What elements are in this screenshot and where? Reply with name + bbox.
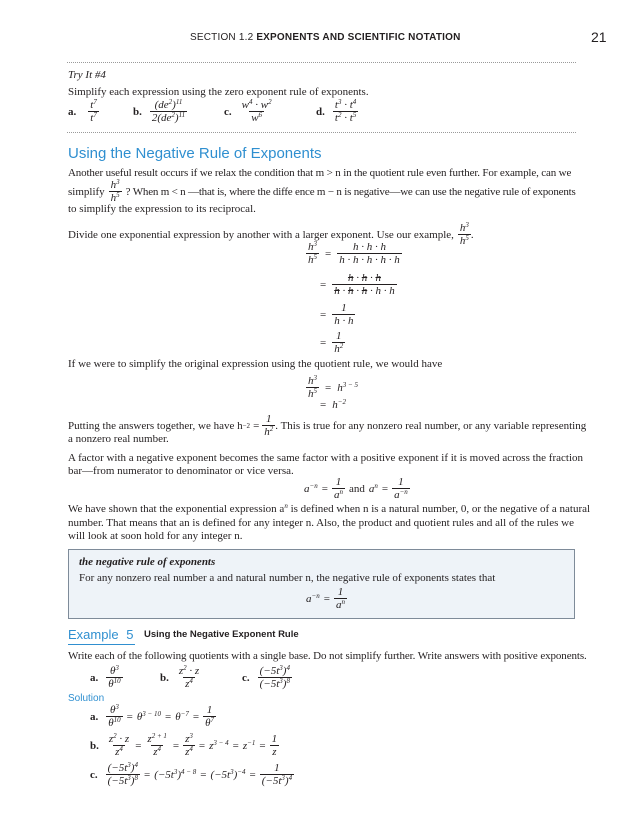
example-label: Example 5 <box>68 627 134 642</box>
section-label: SECTION 1.2 <box>190 32 254 43</box>
divider <box>67 62 576 63</box>
paragraph-2: Divide one exponential expression by another with a larger exponent. Use our example, $\frac{h^3}{h^5}$ . <box>68 221 474 247</box>
try-it-item-a: a. $\frac{t^7}{t^7}$ <box>68 98 97 124</box>
paragraph-1c: to simplify the expression to its reciprocal. <box>68 203 256 215</box>
example-title: Using the Negative Exponent Rule <box>144 629 299 640</box>
example-item-c: c. $\frac{(-5t^3)^4}{(-5t^3)^8}$ <box>242 664 290 690</box>
example-item-b: b. $\frac{z^2 \cdot z}{z^4}$ <box>160 664 200 690</box>
rule-box-equation: $a^{-n}$ = $\frac{1}{a^n}$ <box>306 586 345 611</box>
try-it-item-c: c. $\frac{w^4 \cdot w^2}{w^6}$ <box>224 98 272 124</box>
section-heading: Using the Negative Rule of Exponents <box>68 145 322 162</box>
example-item-a: a. $\frac{\theta^3}{\theta^{10}}$ <box>90 664 121 690</box>
paragraph-5b: bar—from numerator to denominator or vice versa. <box>68 465 294 477</box>
paragraph-4: Putting the answers together, we have h −2 = $\frac{1}{h^2}$ . This is true for any nonzero real number, or any variable representing <box>68 413 587 438</box>
solution-a: a. $\frac{\theta^3}{\theta^{10}}$ = $\theta^{3 - 10}$ = $\theta^{-7}$ = $\frac{1}{\theta^7}$ <box>90 703 214 729</box>
paragraph-1a: Another useful result occurs if we relax the condition that m > n in the quotient rule even further. For example, can we <box>68 167 572 179</box>
paragraph-5a: A factor with a negative exponent becomes the same factor with a positive exponent if it is moved across the fraction <box>68 452 584 464</box>
quotient-rule-step-2: = $h^{-2}$ <box>320 398 346 411</box>
rule-box-title: the negative rule of exponents <box>79 556 216 568</box>
derivation-step-4: = $\frac{1}{h^2}$ <box>320 330 344 355</box>
rule-box-text: For any nonzero real number a and natural number n, the negative rule of exponents states that <box>79 572 496 584</box>
running-header <box>190 32 461 43</box>
solution-label: Solution <box>68 693 105 704</box>
negative-rule-equation: $a^{-n}$ = $\frac{1}{a^n}$ and $a^n$ = $\frac{1}{a^{-n}}$ <box>304 476 408 501</box>
rule-box <box>68 549 575 619</box>
try-it-item-b: b. $\frac{(de^2)^{11}}{2(de^2)^{11}}$ <box>133 98 186 124</box>
divider <box>67 132 576 133</box>
paragraph-6c: will look at soon hold for any integer n. <box>68 530 243 542</box>
paragraph-6b: number. That means that an is defined for any integer n. Also, the product and quotient rules and all of the rules we <box>68 517 574 529</box>
solution-b: b. $\frac{z^2 \cdot z}{z^4}$ = $\frac{z^{2 + 1}}{z^4}$ = $\frac{z^3}{z^4}$ = $z^{3 - 4}$ = $z^{-1}$ = $\frac{1}{z}$ <box>90 732 278 758</box>
example-underline <box>68 644 135 645</box>
paragraph-3: If we were to simplify the original expression using the quotient rule, we would have <box>68 358 443 370</box>
try-it-title: Try It #4 <box>68 69 106 81</box>
derivation-step-2: = $\frac{h \cdot h \cdot h}{h \cdot h \cdot h \cdot h \cdot h}$ <box>320 272 395 297</box>
derivation-step-1: $\frac{h^3}{h^5}$ = $\frac{h \cdot h \cdot h}{h \cdot h \cdot h \cdot h \cdot h}$ <box>308 240 400 266</box>
try-it-item-d: d. $\frac{t^3 \cdot t^4}{t^2 \cdot t^5}$ <box>316 98 357 124</box>
page-number: 21 <box>591 29 607 45</box>
derivation-step-3: = $\frac{1}{h \cdot h}$ <box>320 302 354 327</box>
paragraph-4b: a nonzero real number. <box>68 433 169 445</box>
paragraph-1b: simplify $\frac{h^3}{h^5}$ ? When m < n —that is, where the diffe ence m − n is negative—we can use the negative rule of exponents <box>68 178 576 204</box>
section-title: EXPONENTS AND SCIENTIFIC NOTATION <box>256 32 461 43</box>
example-instruction: Write each of the following quotients with a single base. Do not simplify further. Write answers with positive exponents. <box>68 650 587 662</box>
paragraph-6a: We have shown that the exponential expression $a^n$ is defined when n is a natural number, 0, or the negative of a natural <box>68 502 591 515</box>
solution-c: c. $\frac{(-5t^3)^4}{(-5t^3)^8}$ = $(-5t^3)^{4 - 8}$ = $(-5t^3)^{-4}$ = $\frac{1}{(-5t^3)^4}$ <box>90 761 293 787</box>
quotient-rule-step-1: $\frac{h^3}{h^5}$ = $h^{3 - 5}$ <box>308 374 358 400</box>
try-it-instruction: Simplify each expression using the zero exponent rule of exponents. <box>68 86 369 98</box>
